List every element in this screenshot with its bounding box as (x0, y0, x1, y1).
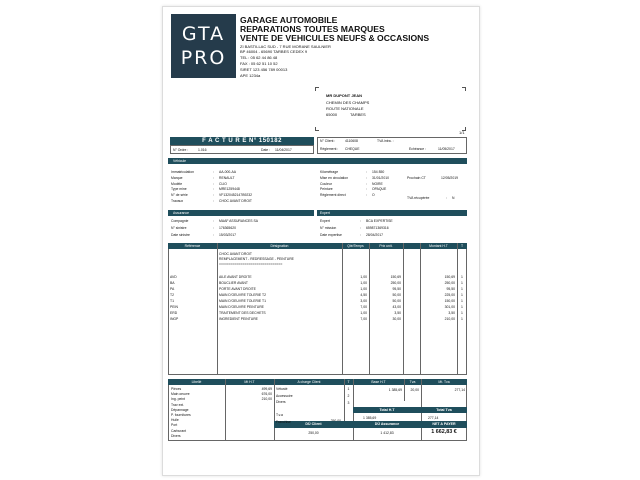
company-tel: TEL : 05 62 44 86 48 (240, 55, 278, 60)
expert-field-colon: : (360, 219, 361, 223)
totals-t-value: 2 (347, 394, 350, 398)
assurance-field-colon: : (213, 233, 214, 237)
vehicle-field-label: Peinture (320, 187, 333, 192)
expert-field-value: 28/04/2017 (366, 233, 383, 237)
line-amount: 250,00 (444, 281, 455, 285)
net-a-payer-label: NET A PAYER (421, 421, 467, 428)
totals-libelle: Carburant (171, 428, 187, 433)
total-ht-label: Total H.T (353, 407, 421, 413)
assurance-section-bar (168, 210, 314, 216)
invoice-date-value: 11/04/2017 (275, 148, 292, 152)
totals-header-cell: Mt. Tva (438, 380, 450, 384)
vehicle-field-colon: : (213, 193, 214, 198)
client-number-value: 4110608 (345, 139, 358, 143)
vehicle-field-colon: : (213, 175, 214, 180)
assurance-field-label: Date sinistre (171, 233, 190, 237)
vehicle-field-value: NOIRE (372, 181, 383, 186)
line-amount: 301,00 (444, 305, 455, 309)
du-client-value: 250,00 (308, 431, 319, 435)
totals-header-cell: Base H.T (371, 380, 386, 384)
col-divider (457, 243, 458, 375)
line-qty: 4,50 (360, 293, 367, 297)
vehicle-field-colon: : (213, 181, 214, 186)
line-unit-price: 95,50 (392, 287, 401, 291)
vehicle-section-bar (168, 158, 467, 164)
assurance-field-value: MAAF ASSURANCES SA (219, 219, 259, 223)
totals-t-value: 3 (347, 401, 350, 405)
totals-header-cell: A charge Client (297, 380, 321, 384)
vehicle-field-label: Type mine (171, 187, 187, 192)
totals-libelle: Huile (171, 418, 179, 423)
totals-libelle: Main oeuvre (171, 392, 190, 397)
total-ht-value: 1 385,69 (363, 416, 377, 420)
line-unit-price: 50,00 (392, 299, 401, 303)
client-zip: 65000 (326, 112, 338, 117)
lines-header-cell: Montant H.T (429, 244, 448, 248)
du-assurance-value: 1 412,83 (380, 431, 394, 435)
company-name-line1: GARAGE AUTOMOBILE (240, 15, 338, 25)
vehicle-field-value: 154 850 (372, 170, 385, 174)
totals-libelle: P. fournitures (171, 413, 191, 417)
line-amount: 3,50 (448, 311, 455, 315)
totals-libelle: Pièces (171, 387, 182, 391)
line-unit-price: 3,50 (394, 311, 401, 315)
line-qty: 3,00 (360, 299, 367, 303)
totals-t-value: 1 (347, 387, 350, 391)
col-divider (217, 243, 218, 375)
totals-header-cell: Tva (409, 380, 416, 384)
totals-libelle-value: 676,00 (261, 392, 272, 397)
company-siret: SIRET 123 456 789 00013 (240, 67, 288, 72)
address-corner (315, 87, 319, 91)
du-client-label: DÛ Client (274, 421, 353, 428)
tva-recup-colon: : (446, 196, 447, 200)
line-designation: PORTE AVANT DROITE (219, 287, 256, 291)
client-name: MR DUPONT JEAN (326, 93, 363, 98)
totals-charge-label: Accessoire (276, 393, 293, 398)
line-amount: 210,00 (444, 317, 455, 321)
lines-intro-text: CHOC AVANT DROIT (219, 252, 252, 256)
vehicle-field-colon: : (213, 199, 214, 203)
address-corner (462, 87, 466, 91)
line-ref: ERD (170, 311, 178, 315)
line-tva-code: 1 (461, 311, 463, 315)
totals-charge-label: Vétusté (276, 387, 288, 391)
vehicle-field-value: O (372, 193, 375, 198)
tva-intra-label: TVA intra. : (377, 139, 394, 143)
expert-field-value: BCA EXPERTISE (366, 219, 393, 223)
totals-libelle: Trav ext. (171, 402, 185, 407)
assurance-field-label: N° sinistre (171, 226, 187, 230)
line-unit-price: 150,69 (390, 275, 401, 279)
lines-header-cell: T (460, 244, 464, 248)
company-bp: BP 46004 - 65690 TARBES CEDEX 9 (240, 49, 308, 54)
page-number: 1/1 (459, 130, 465, 135)
expert-field-label: N° mission (320, 226, 337, 230)
line-tva-code: 1 (461, 293, 463, 297)
logo-text-top: GTA (181, 23, 226, 45)
line-qty: 7,00 (360, 317, 367, 321)
line-qty: 7,00 (360, 305, 367, 309)
line-ref: T2 (170, 293, 174, 297)
vehicle-field-colon: : (366, 175, 367, 180)
line-amount: 225,00 (444, 293, 455, 297)
line-qty: 1,00 (360, 281, 367, 285)
expert-field-label: Expert (320, 219, 330, 223)
lines-header-cell: Référence (184, 244, 201, 248)
prochain-ct-value: 12/05/2019 (441, 176, 458, 180)
totals-libelle: Dépannage (171, 407, 189, 412)
client-street: CHEMIN DES CHAMPS (326, 100, 370, 105)
vehicle-field-colon: : (366, 170, 367, 174)
invoice-page (162, 6, 480, 476)
prochain-ct-label: Prochain CT (407, 176, 426, 180)
expert-field-colon: : (360, 226, 361, 230)
line-designation: TRAITEMENT DES DECHETS (219, 311, 266, 315)
totals-libelle: Divers (171, 433, 181, 438)
line-designation: INGREDIENT PEINTURE (219, 317, 258, 321)
echeance-value: 11/05/2017 (438, 147, 455, 151)
line-qty: 1,00 (360, 275, 367, 279)
invoice-date-label: Date : (261, 148, 271, 152)
tva-recup-label: TVA récupérée (407, 196, 430, 200)
vehicle-field-label: Immatriculation (171, 170, 194, 174)
base-ht-value: 1 385,69 (388, 388, 402, 392)
vehicle-section-title: Véhicule (173, 159, 187, 163)
tva-recup-value: N (452, 196, 455, 200)
totals-header-cell: T (347, 380, 350, 384)
vehicle-field-colon: : (366, 181, 367, 186)
total-tva-value: 277,14 (428, 416, 439, 420)
vehicle-field-label: N° de série (171, 193, 188, 198)
company-logo (171, 14, 236, 78)
lines-header-cell: Qté/Temps (347, 244, 364, 248)
lines-intro-text: REMPLACEMENT - REDRESSAGE - PEINTURE (219, 257, 294, 261)
expert-field-label: Date expertise (320, 233, 342, 237)
address-corner (315, 127, 319, 131)
line-amount: 150,00 (444, 299, 455, 303)
total-tva-label: Total Tva (421, 407, 467, 413)
line-tva-code: 1 (461, 281, 463, 285)
line-amount: 95,50 (446, 287, 455, 291)
line-amount: 150,69 (444, 275, 455, 279)
reglement-value: CHEQUE (345, 147, 360, 151)
line-unit-price: 250,00 (390, 281, 401, 285)
expert-field-value: 659871369316 (366, 226, 389, 230)
line-unit-price: 43,00 (392, 305, 401, 309)
line-unit-price: 30,00 (392, 317, 401, 321)
vehicle-field-label: Mise en circulation (320, 175, 349, 180)
lines-table (168, 243, 467, 375)
line-designation: MAIN D'OEUVRE PEINTURE (219, 305, 264, 309)
vehicle-field-value: VF1320452147B9232 (219, 193, 252, 198)
line-ref: AVD (170, 275, 177, 279)
invoice-title: F A C T U R E N° 150182 (170, 137, 314, 145)
expert-field-colon: : (360, 233, 361, 237)
assurance-field-colon: : (213, 226, 214, 230)
reglement-label: Règlement : (320, 147, 339, 151)
line-tva-code: 1 (461, 317, 463, 321)
line-designation: MAIN D'OEUVRE TOLERIE T1 (219, 299, 266, 303)
col-divider (342, 243, 343, 375)
assurance-field-value: 176365620 (219, 226, 236, 230)
line-tva-code: 1 (461, 305, 463, 309)
line-ref: INGP (170, 317, 179, 321)
mt-tva-value: 277,14 (454, 388, 465, 392)
line-qty: 1,00 (360, 311, 367, 315)
line-designation: AILE AVANT DROITE (219, 275, 252, 279)
line-tva-code: 1 (461, 275, 463, 279)
client-route: ROUTE NATIONALE (326, 106, 364, 111)
assurance-field-label: Compagnie (171, 219, 189, 223)
vehicle-field-value: OPAQUE (372, 187, 387, 192)
vehicle-field-value: CHOC AVANT DROIT (219, 199, 252, 203)
expert-section-bar (317, 210, 467, 216)
line-designation: BOUCLIER AVANT (219, 281, 248, 285)
company-fax: FAX : 05 62 51 10 52 (240, 61, 278, 66)
col-divider (403, 243, 404, 375)
vehicle-field-value: AA-000-AA (219, 170, 236, 174)
vehicle-field-label: Couleur (320, 181, 332, 186)
assurance-field-colon: : (213, 219, 214, 223)
lines-header-cell: Prix unit. (379, 244, 393, 248)
vehicle-field-colon: : (366, 187, 367, 192)
totals-libelle-value: 499,69 (261, 387, 272, 391)
vehicle-field-colon: : (366, 193, 367, 198)
line-qty: 1,00 (360, 287, 367, 291)
company-name-line3: VENTE DE VEHICULES NEUFS & OCCASIONS (240, 33, 430, 43)
totals-charge-label: Divers (276, 400, 286, 404)
company-ape: APE 1234a (240, 73, 261, 78)
company-name-line2: REPARATIONS TOUTES MARQUES (240, 24, 385, 34)
vehicle-field-label: Marque (171, 175, 183, 180)
line-ref: PEIN (170, 305, 178, 309)
company-address: ZI BASTILLAC SUD - 7 RUE MORANE SAULNIER (240, 44, 331, 49)
net-a-payer-value: 1 662,83 € (431, 429, 457, 435)
logo-text-bottom: PRO (180, 47, 227, 69)
vehicle-field-value: CLIO (219, 181, 227, 186)
tva-rate-value: 20,00 (410, 388, 419, 392)
du-assurance-label: DÛ Assurance (353, 421, 421, 428)
totals-libelle: Ing. peint (171, 397, 185, 402)
col-divider (420, 243, 421, 375)
line-unit-price: 50,00 (392, 293, 401, 297)
line-ref: PA (170, 287, 175, 291)
vehicle-field-label: Travaux (171, 199, 184, 203)
client-city: TARBES (350, 112, 366, 117)
vehicle-field-value: RENAULT (219, 175, 235, 180)
vehicle-field-value: 31/01/2010 (372, 175, 389, 180)
assurance-field-value: 15/03/2017 (219, 233, 236, 237)
assurance-section-title: Assurance (173, 211, 190, 215)
col-divider (369, 243, 370, 375)
echeance-label: Echéance : (409, 147, 426, 151)
totals-charge-label: T.v.a (276, 413, 283, 417)
line-designation: MAIN D'OEUVRE TOLERIE T2 (219, 293, 266, 297)
client-number-label: N° Client : (320, 139, 336, 143)
totals-libelle: Port (171, 423, 178, 428)
vehicle-field-colon: : (213, 187, 214, 192)
vehicle-field-value: MRE1259448 (219, 187, 240, 192)
col-divider (344, 379, 345, 421)
totals-header-cell: Libellé (191, 380, 202, 384)
vehicle-field-label: Kilométrage (320, 170, 339, 174)
totals-header-cell: Mt H.T (244, 380, 255, 384)
totals-charge-label: Franchise (276, 419, 291, 424)
invoice-order-box (170, 145, 314, 154)
line-ref: BA (170, 281, 175, 285)
totals-libelle-value: 210,00 (261, 397, 272, 402)
lines-header-cell: Désignation (270, 244, 289, 248)
lines-intro-text: ================================ (219, 262, 283, 266)
expert-section-title: Expert (320, 211, 330, 215)
vehicle-field-colon: : (213, 170, 214, 174)
order-value: 1.016 (198, 148, 207, 152)
order-label: N° Ordre : (173, 148, 189, 152)
line-tva-code: 1 (461, 299, 463, 303)
line-ref: T1 (170, 299, 174, 303)
vehicle-field-label: Modèle (171, 181, 183, 186)
line-tva-code: 1 (461, 287, 463, 291)
vehicle-field-label: Règlement direct (320, 193, 346, 198)
